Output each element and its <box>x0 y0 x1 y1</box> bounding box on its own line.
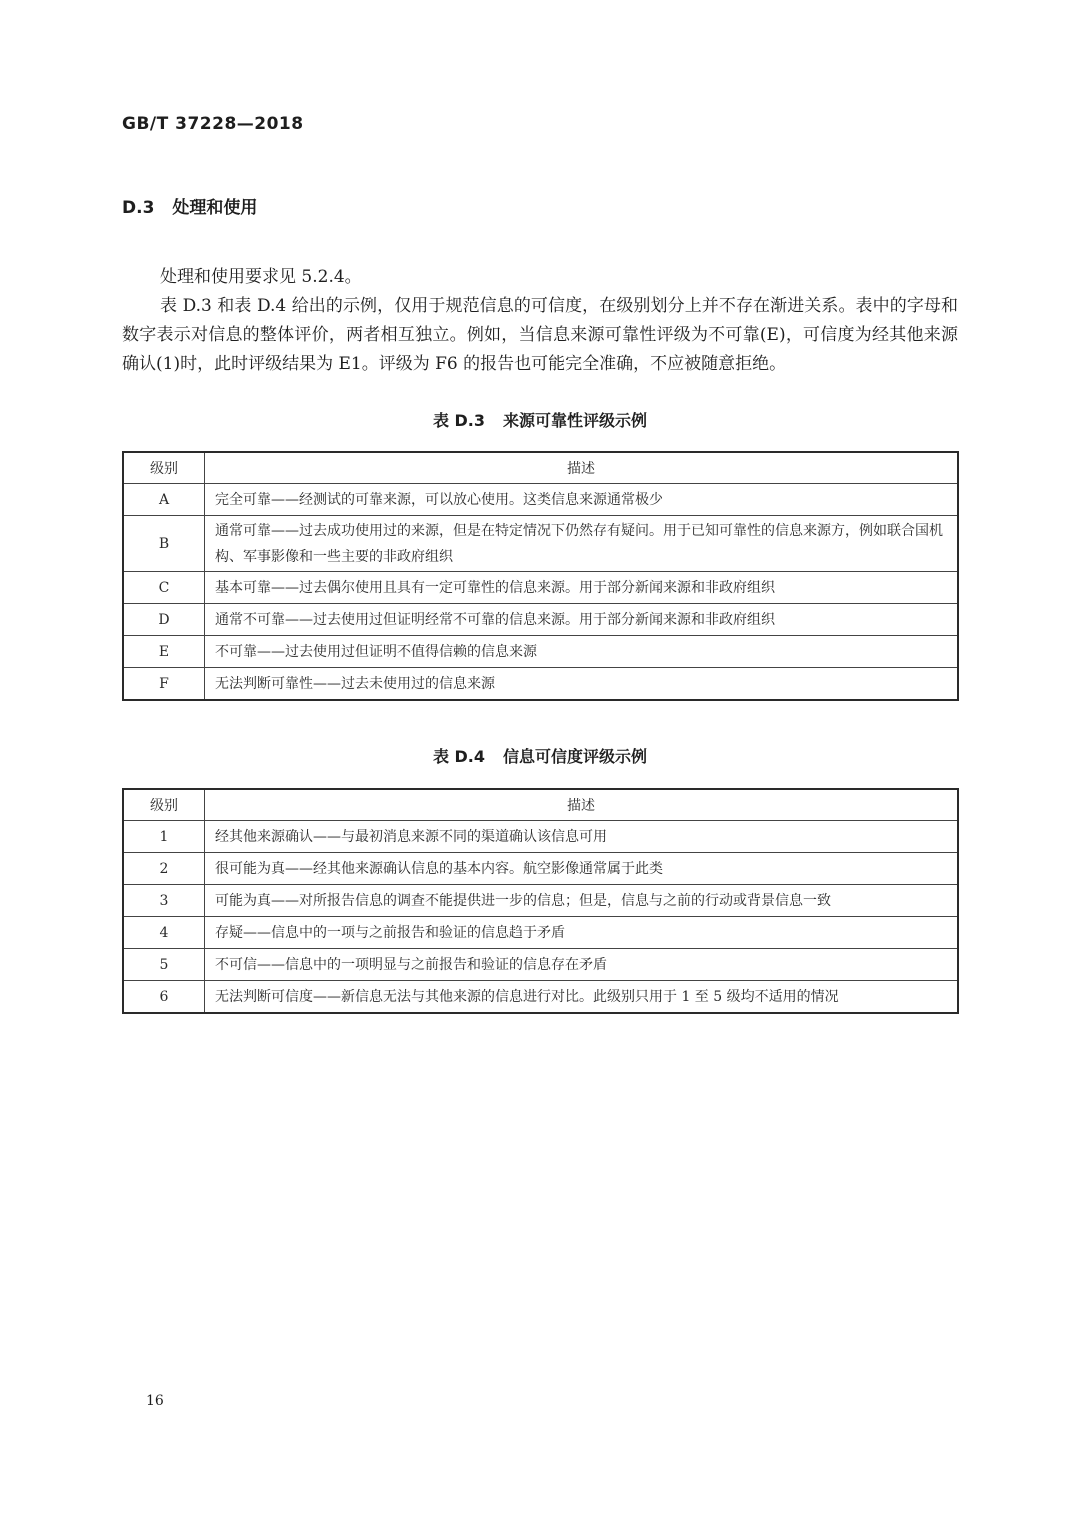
section-title: 处理和使用 <box>172 198 258 218</box>
level-cell: A <box>123 484 205 516</box>
table-d3-caption-number: 表 D.3 <box>432 411 486 430</box>
table-row <box>123 604 958 636</box>
table-row <box>123 885 958 917</box>
description-cell: 完全可靠——经测试的可靠来源，可以放心使用。这类信息来源通常极少 <box>205 484 959 516</box>
description-cell: 基本可靠——过去偶尔使用且具有一定可靠性的信息来源。用于部分新闻来源和非政府组织 <box>205 572 959 604</box>
header-level: 级别 <box>123 789 205 821</box>
table-row <box>123 572 958 604</box>
description-cell: 经其他来源确认——与最初消息来源不同的渠道确认该信息可用 <box>205 821 959 853</box>
table-row <box>123 668 958 701</box>
table-d4-caption <box>122 744 958 767</box>
table-d3-caption <box>122 408 958 431</box>
level-cell: 5 <box>123 949 205 981</box>
level-cell: F <box>123 668 205 701</box>
paragraph-processing-requirement: 处理和使用要求见 5.2.4。 <box>160 267 362 287</box>
level-cell: B <box>123 516 205 572</box>
table-row <box>123 484 958 516</box>
table-header-row <box>123 789 958 821</box>
standard-code: GB/T 37228—2018 <box>122 114 304 134</box>
section-heading <box>122 193 257 218</box>
description-cell: 通常可靠——过去成功使用过的来源，但是在特定情况下仍然存有疑问。用于已知可靠性的信息来源方，例如联合国机构、军事影像和一些主要的非政府组织 <box>205 516 959 572</box>
table-header-row <box>123 452 958 484</box>
section-number: D.3 <box>122 198 155 218</box>
table-d3-source-reliability <box>122 451 959 701</box>
level-cell: 6 <box>123 981 205 1014</box>
table-row <box>123 853 958 885</box>
table-row <box>123 821 958 853</box>
level-cell: 2 <box>123 853 205 885</box>
table-row <box>123 917 958 949</box>
table-d4-caption-number: 表 D.4 <box>432 747 486 766</box>
level-cell: E <box>123 636 205 668</box>
description-cell: 通常不可靠——过去使用过但证明经常不可靠的信息来源。用于部分新闻来源和非政府组织 <box>205 604 959 636</box>
description-cell: 无法判断可信度——新信息无法与其他来源的信息进行对比。此级别只用于 1 至 5 级均不适用的情况 <box>205 981 959 1014</box>
paragraph-table-explanation: 表 D.3 和表 D.4 给出的示例，仅用于规范信息的可信度，在级别划分上并不存在渐进关系。表中的字母和数字表示对信息的整体评价，两者相互独立。例如，当信息来源可靠性评级为不可靠(E)，可信度为经其他来源确认(1)时，此时评级结果为 E1。评级为 F6 的报告也可能完全准确，不应被随意拒绝。 <box>122 296 958 374</box>
description-cell: 不可信——信息中的一项明显与之前报告和验证的信息存在矛盾 <box>205 949 959 981</box>
table-d4-caption-title: 信息可信度评级示例 <box>503 747 648 766</box>
description-cell: 存疑——信息中的一项与之前报告和验证的信息趋于矛盾 <box>205 917 959 949</box>
page-number: 16 <box>146 1393 164 1409</box>
header-description: 描述 <box>205 452 959 484</box>
description-cell: 可能为真——对所报告信息的调查不能提供进一步的信息；但是，信息与之前的行动或背景信息一致 <box>205 885 959 917</box>
table-row <box>123 981 958 1014</box>
description-cell: 不可靠——过去使用过但证明不值得信赖的信息来源 <box>205 636 959 668</box>
description-cell: 无法判断可靠性——过去未使用过的信息来源 <box>205 668 959 701</box>
header-level: 级别 <box>123 452 205 484</box>
table-row <box>123 516 958 572</box>
table-row <box>123 949 958 981</box>
table-d3-caption-title: 来源可靠性评级示例 <box>503 411 648 430</box>
level-cell: 4 <box>123 917 205 949</box>
level-cell: C <box>123 572 205 604</box>
description-cell: 很可能为真——经其他来源确认信息的基本内容。航空影像通常属于此类 <box>205 853 959 885</box>
level-cell: D <box>123 604 205 636</box>
table-row <box>123 636 958 668</box>
level-cell: 1 <box>123 821 205 853</box>
level-cell: 3 <box>123 885 205 917</box>
header-description: 描述 <box>205 789 959 821</box>
table-d4-information-credibility <box>122 788 959 1014</box>
